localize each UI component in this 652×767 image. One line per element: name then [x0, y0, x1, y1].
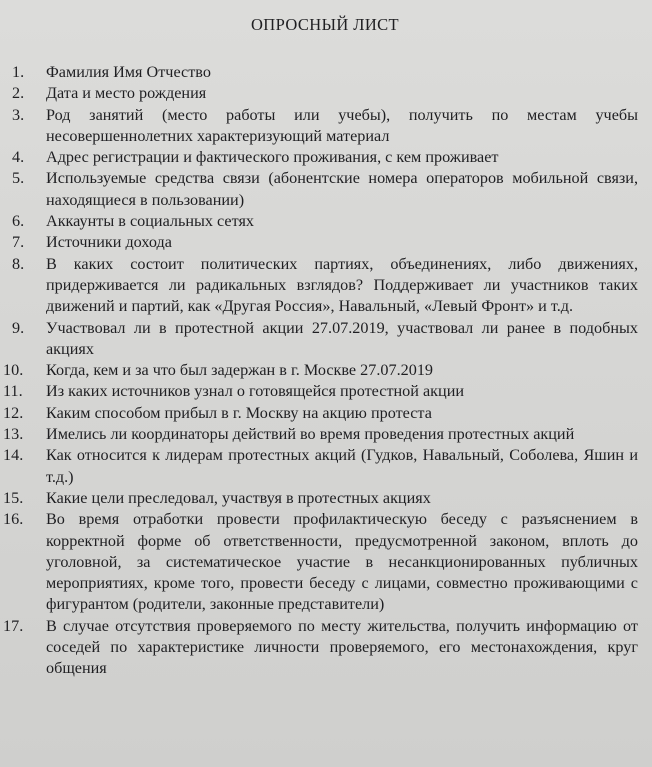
question-number: 5. [12, 169, 25, 188]
question-text: Род занятий (место работы или учебы), получить по местам учебы несовершеннолетних характеризующий материал [46, 105, 638, 145]
question-item-7 [12, 232, 638, 253]
question-item-17 [3, 616, 638, 680]
question-number: 17. [3, 616, 24, 635]
question-number: 14. [3, 446, 24, 465]
question-number: 1. [12, 63, 25, 81]
question-number: 6. [12, 212, 25, 231]
question-item-13 [3, 424, 638, 445]
question-text: Из каких источников узнал о готовящейся протестной акции [46, 382, 465, 401]
question-number: 4. [12, 148, 25, 167]
question-number: 15. [3, 488, 24, 507]
question-number: 11. [3, 382, 23, 401]
question-item-11 [3, 381, 638, 402]
question-text: Каким способом прибыл в г. Москву на акцию протеста [46, 403, 432, 422]
question-item-9 [12, 318, 638, 361]
question-number: 9. [12, 318, 25, 337]
question-item-15 [3, 488, 638, 509]
question-text: Во время отработки провести профилактическую беседу с разъяснением в корректной форме об ответственности, предусмотренной законом, вплоть до уголовной, за систематическое участие в несанкционированных публичных мероприятиях, кроме того, провести беседу с лицами, совместно проживающими с фигурантом (родители, законные представители) [46, 510, 638, 614]
question-text: Используемые средства связи (абонентские номера операторов мобильной связи, находящиеся в пользовании) [46, 169, 638, 209]
question-number: 16. [3, 510, 24, 529]
question-text: Как относится к лидерам протестных акций (Гудков, Навальный, Соболева, Яшин и т.д.) [46, 446, 638, 486]
question-number: 12. [3, 403, 24, 422]
question-item-6 [12, 211, 638, 232]
question-item-14 [3, 445, 638, 488]
question-number: 2. [12, 84, 25, 103]
question-list [3, 62, 638, 680]
question-item-8 [12, 254, 638, 318]
question-item-16 [3, 509, 638, 615]
question-item-1 [12, 62, 638, 83]
question-text: Источники дохода [46, 233, 172, 252]
question-text: Дата и место рождения [46, 84, 207, 103]
question-text: Аккаунты в социальных сетях [46, 212, 255, 231]
question-number: 8. [12, 254, 25, 273]
question-text: Адрес регистрации и фактического проживания, с кем проживает [46, 148, 499, 167]
question-item-4 [12, 147, 638, 168]
question-item-5 [12, 168, 638, 211]
question-text: Какие цели преследовал, участвуя в протестных акциях [46, 488, 431, 507]
question-text: Имелись ли координаторы действий во время проведения протестных акций [46, 425, 575, 444]
document-title: ОПРОСНЫЙ ЛИСТ [250, 15, 400, 34]
question-number: 13. [3, 425, 24, 444]
question-text: В случае отсутствия проверяемого по месту жительства, получить информацию от соседей по характеристике личности проверяемого, его местонахождения, круг общения [46, 616, 638, 678]
question-text: Когда, кем и за что был задержан в г. Москве 27.07.2019 [46, 361, 434, 380]
question-item-3 [12, 105, 638, 148]
question-text: Фамилия Имя Отчество [46, 63, 211, 81]
question-item-2 [12, 83, 638, 104]
question-text: Участвовал ли в протестной акции 27.07.2019, участвовал ли ранее в подобных акциях [46, 318, 638, 358]
question-text: В каких состоит политических партиях, объединениях, либо движениях, придерживается ли радикальных взглядов? Поддерживает ли участников таких движений и партий, как «Другая Россия», Навальный, «Левый Фронт» и т.д. [46, 254, 638, 316]
question-item-10 [3, 360, 638, 381]
question-item-12 [3, 403, 638, 424]
question-number: 10. [3, 361, 24, 380]
question-number: 7. [12, 233, 25, 252]
question-number: 3. [12, 105, 25, 124]
